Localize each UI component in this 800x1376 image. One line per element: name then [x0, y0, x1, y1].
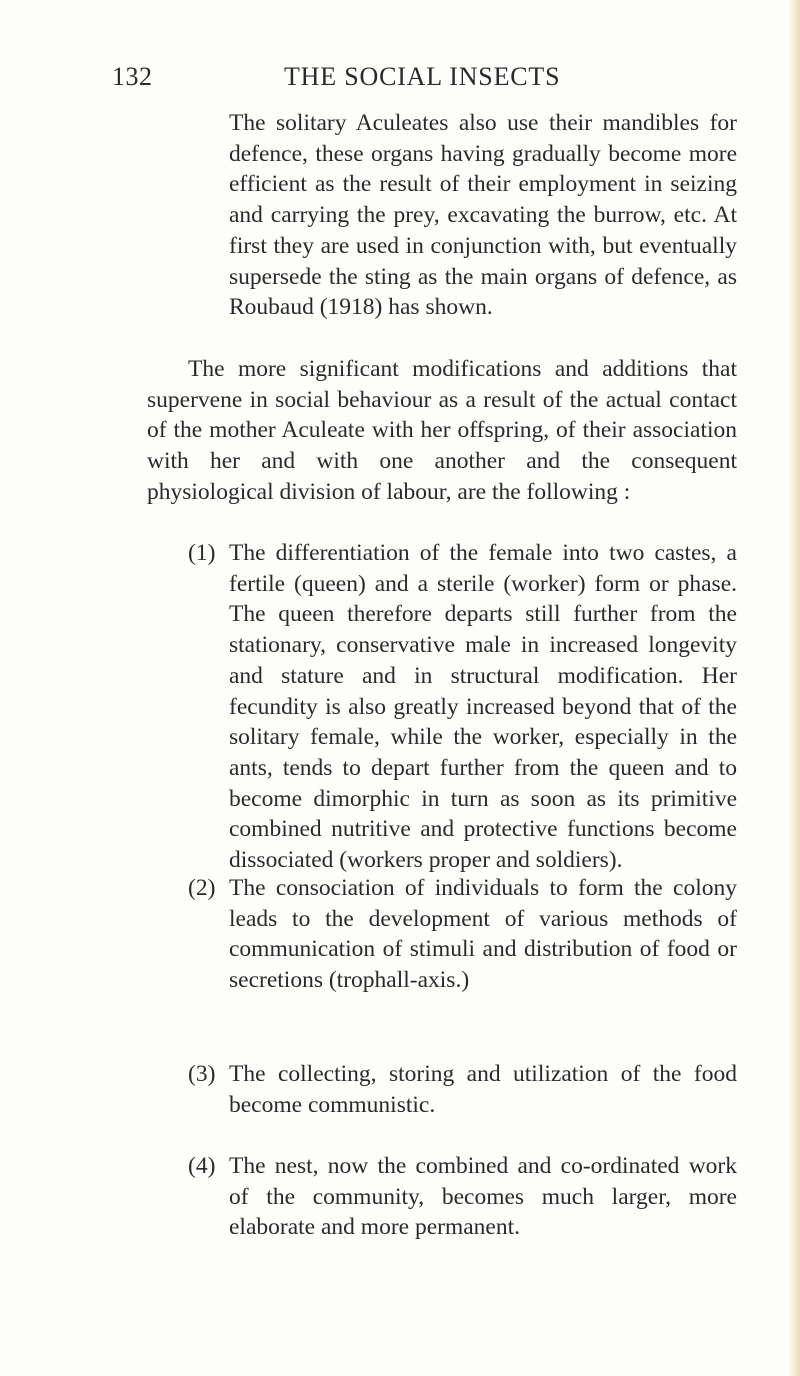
page-number: 132: [112, 62, 153, 91]
paragraph-significant-modifications: The more significant modifications and additions that supervene in social behaviour as a result of the actual contact of the mother Aculeate with her offspring, of their association with her and with one another and the consequent physiological division of labour, are the following :: [147, 356, 737, 505]
running-title: THE SOCIAL INSECTS: [284, 62, 561, 91]
list-marker: (1): [188, 540, 216, 566]
running-head: [112, 62, 672, 98]
list-item-text: The collecting, storing and utilization of the food become communistic.: [229, 1061, 737, 1118]
list-item-text: The nest, now the combined and co-ordinated work of the community, becomes much larger, more elaborate and more permanent.: [229, 1153, 737, 1241]
list-marker: (2): [188, 875, 216, 901]
paragraph-solitary-aculeates: The solitary Aculeates also use their mandibles for defence, these organs having gradually become more efficient as the result of their employment in seizing and carrying the prey, excavating the burrow, etc. At first they are used in conjunction with, but eventually supersede the sting as the main organs of defence, as Roubaud (1918) has shown.: [229, 110, 737, 321]
list-item-text: The consociation of individuals to form the colony leads to the development of various methods of communication of stimuli and distribution of food or secretions (trophall-axis.): [229, 875, 737, 994]
list-marker: (4): [188, 1153, 216, 1179]
list-item-text: The differentiation of the female into two castes, a fertile (queen) and a sterile (worker) form or phase. The queen therefore departs still further from the stationary, conservative male in increased longevity and stature and in structural modification. Her fecundity is also greatly increased beyond that of the solitary female, while the worker, especially in the ants, tends to depart further from the queen and to become dimorphic in turn as soon as its primitive combined nutritive and protective functions become dissociated (workers proper and soldiers).: [229, 540, 737, 874]
page-edge: [788, 0, 800, 1376]
list-marker: (3): [188, 1061, 216, 1087]
